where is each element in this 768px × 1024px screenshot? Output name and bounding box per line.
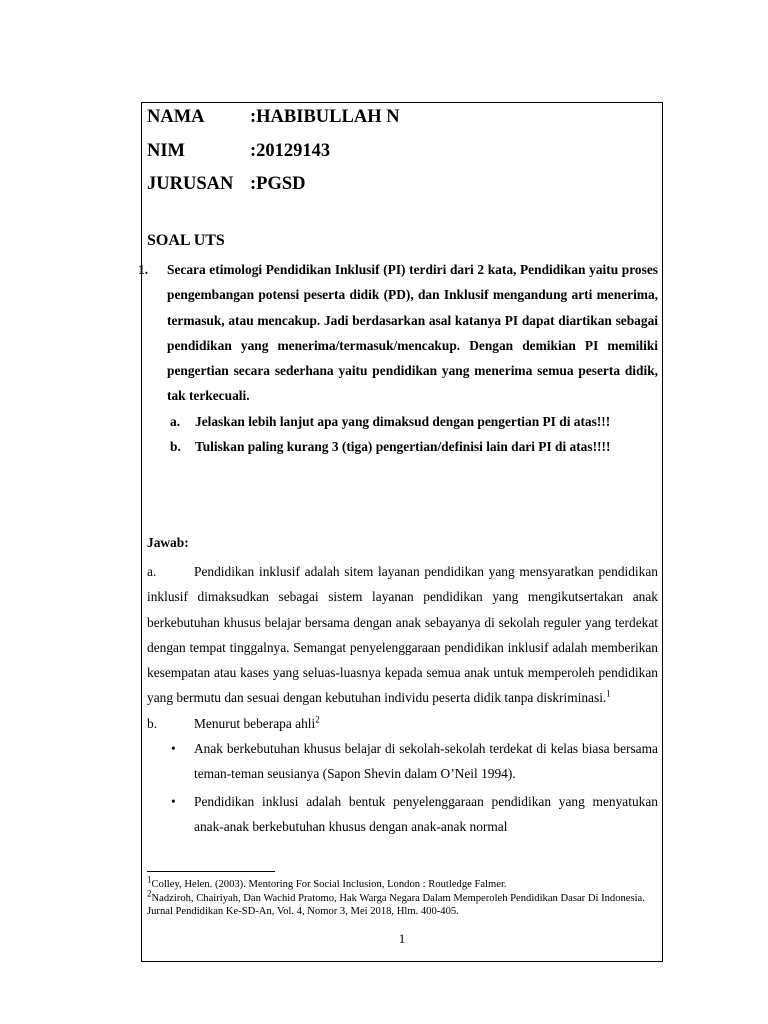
- bullet-item-1: [171, 736, 658, 787]
- answer-a-text: Pendidikan inklusif adalah sitem layanan pendidikan yang mensyaratkan pendidikan inklusif dimaksudkan sebagai sistem layanan pendidikan yang mengikutsertakan anak berkebutuhan khusus belajar bersama dengan anak sebayanya di sekolah reguler yang terdekat dengan tempat tinggalnya. Semangat penyelenggaraan pendidikan inklusif adalah memberikan kesempatan atau kases yang seluas-luasnya kepada semua anak untuk memperoleh pendidikan yang bermutu dan sesuai dengan kebutuhan individu peserta didik tanpa diskriminasi.: [147, 564, 658, 706]
- question-1b-text: Tuliskan paling kurang 3 (tiga) pengertian/definisi lain dari PI di atas!!!!: [195, 439, 611, 455]
- bullet-item-2: [171, 789, 658, 840]
- question-1b: [167, 434, 658, 459]
- bullet-icon: •: [171, 741, 176, 757]
- document-page: [138, 102, 663, 962]
- answer-section: [147, 559, 658, 839]
- name-value: :HABIBULLAH N: [250, 107, 400, 127]
- soal-title: SOAL UTS: [147, 232, 225, 249]
- footnote-2-mark: 2: [147, 888, 152, 899]
- answer-b-label: b.: [147, 715, 158, 731]
- jurusan-label: JURUSAN: [147, 174, 234, 194]
- footnote-1-text: Colley, Helen. (2003). Mentoring For Social Inclusion, London : Routledge Falmer.: [151, 879, 507, 890]
- page-number: 1: [398, 931, 406, 946]
- bullet-icon: •: [171, 793, 176, 809]
- jurusan-value: :PGSD: [250, 174, 306, 194]
- footnote-ref-2[interactable]: 2: [315, 714, 320, 725]
- nim-value: :20129143: [250, 141, 331, 161]
- jawab-label: Jawab:: [147, 535, 189, 550]
- footnote-1-mark: 1: [147, 874, 152, 885]
- bullet-text-2: Pendidikan inklusi adalah bentuk penyelenggaraan pendidikan yang menyatukan anak-anak berkebutuhan khusus dengan anak-anak normal: [194, 793, 658, 834]
- footnote-ref-1[interactable]: 1: [606, 689, 611, 700]
- answer-b: [147, 711, 658, 736]
- question-1a: [167, 409, 658, 434]
- footnote-separator: [147, 871, 275, 872]
- bullet-text-1: Anak berkebutuhan khusus belajar di sekolah-sekolah terdekat di kelas biasa bersama teman-teman seusianya (Sapon Shevin dalam O’Neil 1994).: [194, 741, 658, 782]
- question-1-number: 1.: [138, 262, 149, 277]
- question-1-text: Secara etimologi Pendidikan Inklusif (PI) terdiri dari 2 kata, Pendidikan yaitu proses pengembangan potensi peserta didik (PD), dan Inklusif mengandung arti menerima, termasuk, atau mencakup. Jadi berdasarkan asal katanya PI dapat diartikan sebagai pendidikan yang menerima/termasuk/mencakup. Dengan demikian PI memiliki pengertian secara sederhana yaitu pendidikan yang menerima semua peserta didik, tak terkecuali.: [167, 262, 658, 404]
- question-1b-label: b.: [170, 439, 181, 455]
- footnote-1: [147, 874, 658, 891]
- answer-a: [147, 559, 658, 711]
- nim-label: NIM: [147, 141, 186, 161]
- question-1a-label: a.: [170, 413, 181, 429]
- footnote-2: [147, 888, 658, 918]
- answer-a-label: a.: [147, 564, 157, 579]
- name-row: [147, 107, 400, 128]
- question-1: [138, 257, 658, 459]
- jurusan-row: [147, 174, 306, 195]
- footnote-2-text: Nadziroh, Chairiyah, Dan Wachid Pratomo, Hak Warga Negara Dalam Memperoleh Pendidikan Dasar Di Indonesia. Jurnal Pendidikan Ke-SD-An, Vol. 4, Nomor 3, Mei 2018, Hlm. 400-405.: [147, 893, 645, 917]
- name-label: NAMA: [147, 107, 205, 127]
- answer-b-text: Menurut beberapa ahli: [194, 715, 316, 731]
- nim-row: [147, 141, 330, 162]
- question-1a-text: Jelaskan lebih lanjut apa yang dimaksud dengan pengertian PI di atas!!!: [195, 413, 611, 429]
